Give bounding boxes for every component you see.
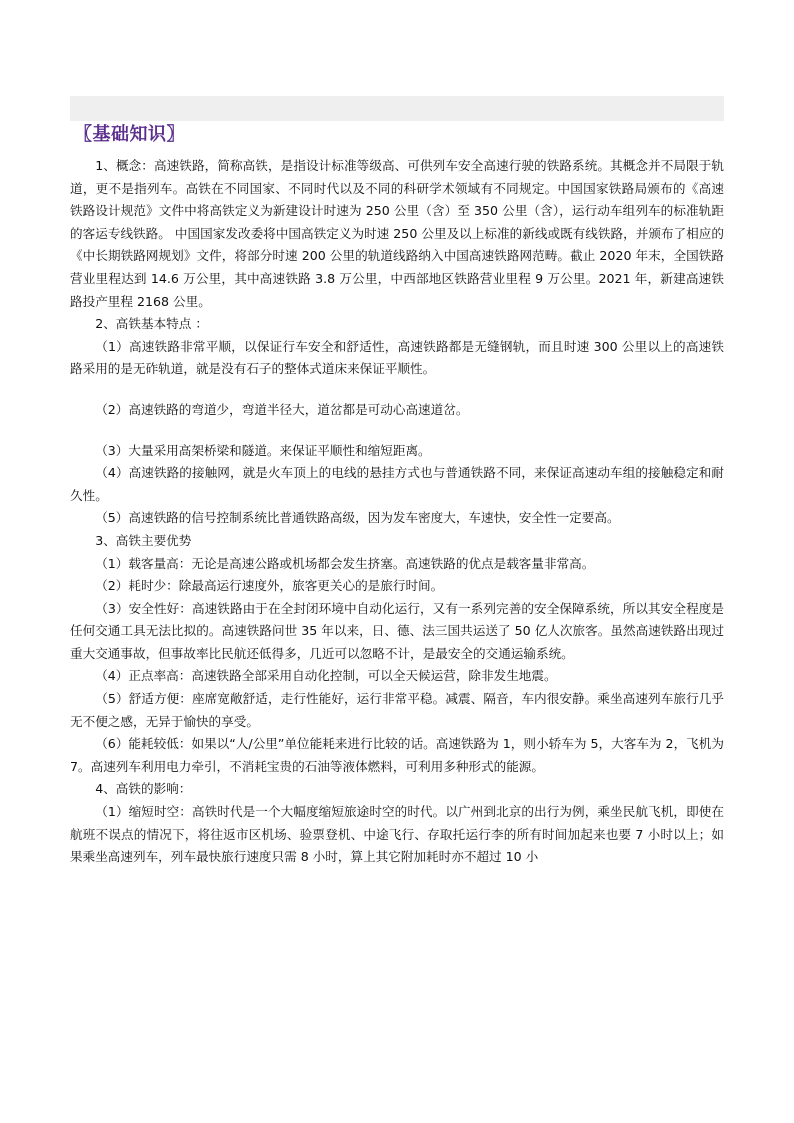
paragraph-advantage-2: （2）耗时少：除最高运行速度外，旅客更关心的是旅行时间。 — [95, 578, 444, 594]
paragraph-feature-3: （3）大量采用高架桥梁和隧道。来保证平顺性和缩短距离。 — [95, 442, 431, 458]
paragraph-feature-4: （4）高速铁路的接触网，就是火车顶上的电线的悬挂方式也与普通铁路不同，来保证高速动车组的接触稳定和耐久性。 — [70, 465, 724, 503]
header-band — [70, 96, 724, 121]
document-body — [70, 155, 724, 869]
paragraph-advantage-3: （3）安全性好：高速铁路由于在全封闭环境中自动化运行，又有一系列完善的安全保障系统，所以其安全程度是任何交通工具无法比拟的。高速铁路问世 35 年以来，日、德、法三国共运送了 50 亿人次旅客。虽然高速铁路出现过重大交通事故，但事故率比民航还低得多，几近可以忽略不计，是最安全的交通运输系统。 — [70, 600, 724, 661]
paragraph-impact-heading: 4、高铁的影响： — [95, 781, 192, 797]
paragraph-concept: 1、概念：高速铁路，简称高铁，是指设计标准等级高、可供列车安全高速行驶的铁路系统。其概念并不局限于轨道，更不是指列车。高铁在不同国家、不同时代以及不同的科研学术领域有不同规定。中国国家铁路局颁布的《高速铁路设计规范》文件中将高铁定义为新建设计时速为 250 公里（含）至 350 公里（含），运行动车组列车的标准轨距的客运专线铁路。 中国国家发改委将中国高铁定义为时速 250 公里及以上标准的新线或既有线铁路，并颁布了相应的《中长期铁路网规划》文件，将部分时速 200 公里的轨道线路纳入中国高速铁路网范畴。截止 2020 年末，全国铁路营业里程达到 14.6 万公里，其中高速铁路 3.8 万公里，中西部地区铁路营业里程 9 万公里。2021 年，新建高速铁路投产里程 2168 公里。 — [70, 158, 724, 309]
paragraph-advantage-4: （4）正点率高：高速铁路全部采用自动化控制，可以全天候运营，除非发生地震。 — [95, 668, 557, 684]
paragraph-feature-1: （1）高速铁路非常平顺，以保证行车安全和舒适性，高速铁路都是无缝钢轨，而且时速 300 公里以上的高速铁路采用的是无砟轨道，就是没有石子的整体式道床来保证平顺性。 — [70, 338, 724, 377]
section-heading: 〖基础知识〗 — [74, 124, 185, 145]
paragraph-features-heading: 2、高铁基本特点 ： — [95, 316, 208, 332]
paragraph-feature-2: （2）高速铁路的弯道少，弯道半径大，道岔都是可动心高速道岔。 — [95, 401, 469, 417]
paragraph-advantage-1: （1）载客量高：无论是高速公路或机场都会发生挤塞。高速铁路的优点是载客量非常高。 — [95, 555, 595, 571]
paragraph-feature-5: （5）高速铁路的信号控制系统比普通铁路高级，因为发车密度大，车速快，安全性一定要高。 — [95, 510, 620, 526]
paragraph-advantages-heading: 3、高铁主要优势 — [95, 532, 192, 548]
paragraph-impact-1: （1）缩短时空：高铁时代是一个大幅度缩短旅途时空的时代。以广州到北京的出行为例，乘坐民航飞机，即使在航班不误点的情况下，将往返市区机场、验票登机、中途飞行、存取托运行李的所有时间加起来也要 7 小时以上；如果乘坐高速列车，列车最快旅行速度只需 8 小时，算上其它附加耗时亦不超过 10 小 — [70, 804, 724, 865]
paragraph-advantage-6: （6）能耗较低：如果以“人/公里”单位能耗来进行比较的话。高速铁路为 1，则小轿车为 5，大客车为 2，飞机为 7。高速列车利用电力牵引，不消耗宝贵的石油等液体燃料，可利用多种形式的能源。 — [70, 736, 724, 774]
paragraph-advantage-5: （5）舒适方便：座席宽敞舒适，走行性能好，运行非常平稳。减震、隔音，车内很安静。乘坐高速列车旅行几乎无不便之感，无异于愉快的享受。 — [70, 691, 724, 729]
